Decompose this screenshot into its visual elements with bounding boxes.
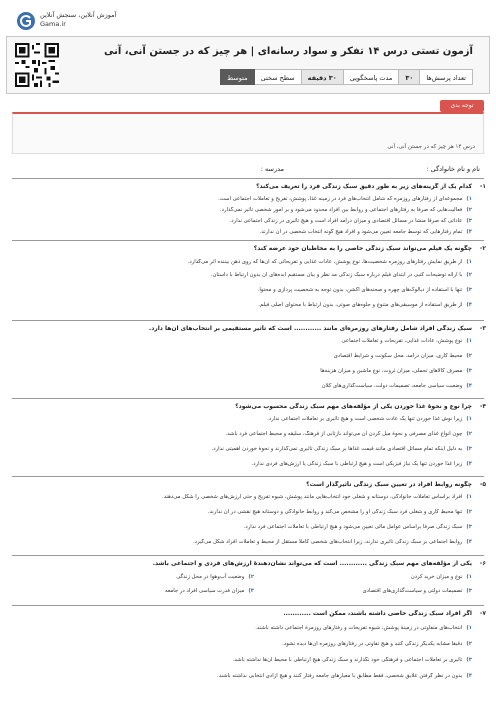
option-3[interactable]: ۳)مصرف کالاهای تجملی، میزان ثروت، نوع ماشین و میزان هزینه‌ها (320, 368, 472, 374)
option-4[interactable]: ۴)تمام رفتارهایی که توسط جامعه تعیین می‌شود و افراد هیچ گونه انتخاب شخصی در آن ندارند. (259, 229, 472, 235)
exam-header (6, 36, 490, 94)
student-info (12, 163, 484, 175)
brand-text (40, 11, 116, 29)
option-3[interactable]: ۳)تصمیمات دولتی و سیاست‌گذاری‌های اقتصادی (362, 588, 472, 594)
exam-meta (221, 69, 473, 85)
option-4[interactable]: ۴)از طریق استفاده از موسیقی‌های متنوع و جلوه‌های صوتی، بدون ارتباط با محتوای اصلی فیلم. (258, 302, 472, 308)
brand-row (6, 8, 490, 36)
option-3[interactable]: ۳)عاداتی که صرفاً منشأ در مسائل اقتصادی و میزان درآمد افراد است و هیچ تأثیری در زندگی اجتماعی ندارد. (229, 218, 472, 224)
question-number: ۳- (479, 325, 486, 332)
option-2[interactable]: ۲)فعالیت‌هایی که صرفاً به رفتارهای اجتماعی و روابط بین افراد محدود می‌شود و بر امور شخصی تأثیر نمی‌گذارد. (219, 207, 472, 213)
duration: ۳۰ دقیقه (301, 69, 344, 85)
option-3[interactable]: ۳)تأثیری بر تعاملات اجتماعی و فرهنگی خود نگذارند و سبک زندگی هیچ ارتباطی با محیط آن‌ها نداشته باشد. (232, 657, 472, 663)
question-7 (12, 605, 484, 700)
option-2[interactable]: ۲)محیط کاری، میزان درآمد، محل سکونت و شرایط اقتصادی (333, 353, 472, 359)
option-2[interactable]: ۲)با ارائه توضیحات کتبی در ابتدای فیلم درباره سبک زندگی مد نظر و بیان مستقیم ایده‌های آن بدون ارتباط با داستان. (210, 272, 472, 278)
option-1[interactable]: ۱)افراد براساس تعاملات خانوادگی، دوستانه و شغلی خود انتخاب‌هایی مانند پوشش، شیوه تفریح و حتی ارزش‌های شخصی را شکل می‌دهند. (162, 494, 472, 500)
option-4[interactable]: ۴)میزان قدرت سیاسی افراد در جامعه (165, 588, 254, 594)
option-3[interactable]: ۳)سبک زندگی صرفاً براساس عوامل مالی تعیین می‌شود و هیچ ارتباطی با تعاملات اجتماعی فرد ندارد. (243, 524, 472, 530)
exam-title: آزمون تستی درس ۱۴ تفکر و سواد رسانه‌ای | هر چیز که در جستن آنی، آنی (103, 46, 473, 57)
question-text: چگونه روابط افراد در تعیین سبک زندگی تأثیرگذار است؟ (306, 481, 472, 488)
option-2[interactable]: ۲)تنها محیط کاری و شغلی فرد سبک زندگی او را مشخص می‌کند و روابط خانوادگی و دوستانه هیچ نقشی در آن ندارند. (207, 509, 472, 515)
question-count: ۳۰ (398, 69, 420, 85)
gama-logo-icon (16, 11, 36, 31)
question-text: چرا نوع و نحوهٔ غذا خوردن یکی از مؤلفه‌های مهم سبک زندگی محسوب می‌شود؟ (235, 403, 472, 410)
qr-code-icon (15, 43, 59, 87)
duration-label: مدت پاسخگویی (343, 69, 400, 85)
option-2[interactable]: ۲)چون انواع غذای مصرفی و نحوهٔ میل کردن آن می‌تواند بازتابی از فرهنگ، سلیقه و محیط اجتماعی فرد باشد. (225, 431, 472, 437)
option-1[interactable]: ۱)نوع پوشش، عادات غذایی، تفریحات و تعاملات اجتماعی (341, 338, 472, 344)
option-1[interactable]: ۱)مجموعه‌ای از رفتارهای روزمره که شامل انتخاب‌های فرد در زمینه غذا، پوشش، تفریح و تعاملات اجتماعی است. (218, 196, 472, 202)
question-text: چگونه یک فیلم می‌تواند سبک زندگی خاصی را به مخاطبان خود عرضه کند؟ (253, 245, 472, 252)
question-text: یکی از مؤلفه‌های مهم سبک زندگی ............ است که می‌تواند نشان‌دهندهٔ ارزش‌های فردی و اجتماعی باشد. (152, 560, 472, 567)
brand-site[interactable]: Gama.ir (40, 20, 66, 28)
question-text: اگر افراد سبک زندگی خاصی داشته باشند، ممکن است ............ (283, 610, 472, 617)
question-1 (12, 178, 484, 238)
question-number: ۷- (479, 610, 486, 617)
option-4[interactable]: ۴)وضعیت سیاسی جامعه، تصمیمات دولت، سیاست‌گذاری‌های کلان (321, 383, 472, 389)
question-6 (12, 555, 484, 603)
question-number: ۵- (479, 481, 486, 488)
guide-box (12, 112, 484, 154)
option-3[interactable]: ۳)تنها با استفاده از دیالوگ‌های چهره و صحنه‌های اکشن، بدون توجه به شخصیت پردازی و محتوا. (257, 287, 472, 293)
question-3 (12, 320, 484, 396)
option-4[interactable]: ۴)روابط اجتماعی بر سبک زندگی تأثیری ندارند، زیرا انتخاب‌های شخصی کاملاً مستقل از محیط و تعاملات افراد شکل می‌گیرد. (192, 539, 472, 545)
question-number: ۴- (479, 403, 486, 410)
question-text: کدام یک از گزینه‌های زیر به طور دقیق سبک زندگی فرد را تعریف می‌کند؟ (256, 183, 472, 190)
question-text: سبک زندگی افراد شامل رفتارهای روزمره‌ای مانند ............ است که تأثیر مستقیمی بر انتخاب‌های آن‌ها دارد. (148, 325, 472, 332)
guide-tab: توجه بدی (440, 100, 484, 112)
brand-name: آموزش آنلاین، سنجش آنلاین (40, 11, 117, 19)
option-1[interactable]: ۱)از طریق نمایش رفتارهای روزمره شخصیت‌ها، نوع پوشش، عادات غذایی و تفریحاتی که آن‌ها که روی ذهن بیننده اثر می‌گذارد. (187, 259, 472, 265)
option-2[interactable]: ۲)وضعیت آب‌وهوا در محل زندگی (176, 574, 254, 580)
option-2[interactable]: ۲)دقیقاً مشابه یکدیگر زندگی کنند و هیچ تفاوتی در رفتارهای روزمره آن‌ها دیده نشود. (282, 641, 472, 647)
option-1[interactable]: ۱)زیرا نوش غذا خوردن تنها یک عادت شخصی است و هیچ تأثیری بر تعاملات اجتماعی ندارد. (267, 416, 472, 422)
option-1[interactable]: ۱)انتخاب‌های متفاوتی در زمینهٔ پوشش، شیوه تفریحات و رفتارهای روزمرهٔ اجتماعی داشته باشند. (255, 625, 472, 631)
question-number: ۶- (479, 560, 486, 567)
question-2 (12, 240, 484, 318)
student-name-label: نام و نام خانوادگی : (426, 165, 480, 173)
question-4 (12, 398, 484, 474)
difficulty-label: سطح سختی (254, 69, 302, 85)
guide-text: درس ۱۴ هر چیز که در جستن آنی، آنی (387, 144, 475, 150)
option-3[interactable]: ۳)به دلیل اینکه تمام مسائل اقتصادی مانند قیمت غذاها بر سبک زندگی تأثیری نمی‌گذارند و نحوهٔ خوردن اهمیتی ندارد. (211, 446, 472, 452)
question-number: ۱- (479, 183, 486, 190)
option-4[interactable]: ۴)زیرا غذا خوردن تنها یک نیاز فیزیکی است و هیچ ارتباطی با سبک زندگی یا ارزش‌های فردی ندارد. (251, 461, 472, 467)
question-5 (12, 476, 484, 552)
school-label: مدرسه : (260, 165, 284, 173)
option-4[interactable]: ۴)بدون در نظر گرفتن علایق شخصی، فقط مطابق با معیارهای جامعه رفتار کنند و هیچ آزادی انتخابی نداشته باشند. (217, 673, 472, 679)
question-count-label: تعداد پرسش‌ها (419, 69, 473, 85)
difficulty: متوسط (220, 69, 254, 85)
option-1[interactable]: ۱)نوع و میزان خرید کردن (410, 574, 472, 580)
question-number: ۲- (479, 245, 486, 252)
